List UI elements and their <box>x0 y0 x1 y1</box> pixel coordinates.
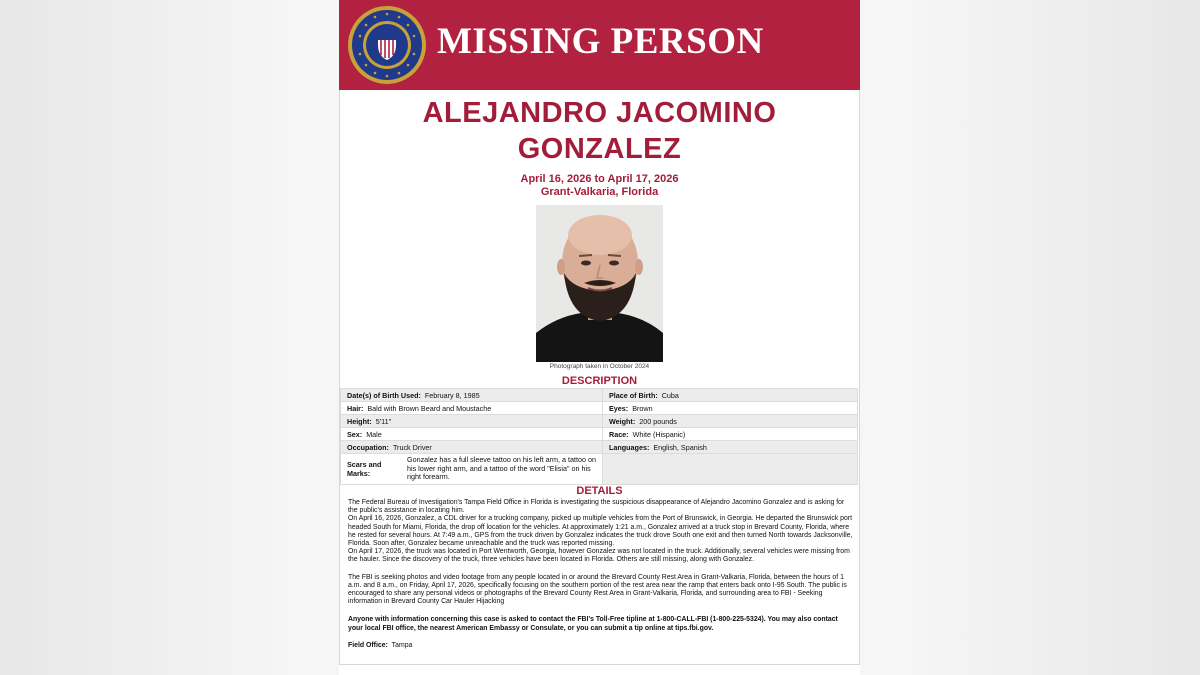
race-cell <box>603 428 858 441</box>
scars-label: Scars and Marks: <box>347 459 382 478</box>
dob-cell <box>341 389 603 402</box>
scars-cell <box>341 454 603 485</box>
race-label: Race: <box>609 429 629 439</box>
birthplace-cell <box>603 389 858 402</box>
height-cell <box>341 415 603 428</box>
subject-name-line2: GONZALEZ <box>517 133 682 165</box>
table-row <box>341 389 858 402</box>
subject-name-line1: ALEJANDRO JACOMINO <box>422 97 777 129</box>
photo-caption: Photograph taken in October 2024 <box>549 363 650 370</box>
contact-info: Anyone with information concerning this case is asked to contact the FBI's Toll-Free tipline at 1-800-CALL-FBI (1-800-225-5324). You may also contact your local FBI office, the nearest American Embassy or Consulate, or you can submit a tip online at tips.fbi.gov. <box>348 616 838 632</box>
dob-value: February 8, 1985 <box>424 390 480 400</box>
missing-location: Grant-Valkaria, Florida <box>540 186 659 198</box>
languages-cell <box>603 441 858 454</box>
eyes-label: Eyes: <box>609 403 629 413</box>
birthplace-value: Cuba <box>661 390 679 400</box>
details-paragraph: On April 16, 2026, Gonzalez, a CDL driver for a trucking company, picked up multiple vehicles from the Port of Brunswick, in Georgia. He departed the Brunswick port headed South for Miami, Florida, the drop off location for the vehicles. At approximately 1:21 a.m., Gonzalez arrived at a truck stop in Brevard County, Florida, where he rested for several hours. At 7:49 a.m., GPS from the truck driven by Gonzalez indicates the truck drove South one exit and then turned North towards Jacksonville, Florida. Soon after, Gonzalez became unreachable and the truck was reported missing. <box>348 515 853 548</box>
description-heading: DESCRIPTION <box>561 375 638 387</box>
field-office <box>348 642 853 650</box>
field-office-value: Tampa <box>391 641 413 649</box>
race-value: White (Hispanic) <box>632 429 686 439</box>
subject-photo-image <box>536 205 663 362</box>
weight-value: 200 pounds <box>639 416 677 426</box>
scars-value: Gonzalez has a full sleeve tattoo on his left arm, a tattoo on his lower right arm, and a tattoo of the word "Elisia" on his right forearm. <box>407 455 596 481</box>
missing-dates <box>339 173 860 199</box>
sex-label: Sex: <box>347 429 363 439</box>
description-table <box>340 388 858 485</box>
scars-label-cell <box>347 456 403 482</box>
fbi-seal-icon <box>347 5 427 85</box>
languages-value: English, Spanish <box>653 442 707 452</box>
dob-label: Date(s) of Birth Used: <box>347 390 421 400</box>
eyes-cell <box>603 402 858 415</box>
details-paragraph: The Federal Bureau of Investigation's Tampa Field Office in Florida is investigating the suspicious disappearance of Alejandro Jacomino Gonzalez and is asking for the public's assistance in locating him. <box>348 499 845 515</box>
subject-name <box>339 95 860 167</box>
occupation-label: Occupation: <box>347 442 389 452</box>
missing-person-poster <box>339 0 860 675</box>
sex-cell <box>341 428 603 441</box>
birthplace-label: Place of Birth: <box>609 390 658 400</box>
hair-cell <box>341 402 603 415</box>
table-row <box>341 428 858 441</box>
subject-photo <box>536 205 663 362</box>
table-row <box>341 402 858 415</box>
hair-value: Bald with Brown Beard and Moustache <box>367 403 492 413</box>
hair-label: Hair: <box>347 403 364 413</box>
table-row <box>341 454 858 485</box>
details-body <box>348 499 853 650</box>
details-paragraph: On April 17, 2026, the truck was located in Port Wentworth, Georgia, however Gonzalez was not located in the truck. Additionally, several vehicles were missing from the hauler. Since the discovery of the truck, three vehicles have been located in Florida. Others are still missing, along with Gonzalez. <box>348 548 850 564</box>
details-heading: DETAILS <box>576 485 623 497</box>
scars-layout <box>347 456 596 482</box>
sex-value: Male <box>366 429 382 439</box>
date-range: April 16, 2026 to April 17, 2026 <box>520 173 679 185</box>
height-label: Height: <box>347 416 372 426</box>
table-row <box>341 415 858 428</box>
table-row <box>341 441 858 454</box>
poster-banner <box>339 0 860 90</box>
empty-cell <box>603 454 858 485</box>
scars-row <box>347 456 596 482</box>
height-value: 5'11" <box>375 416 392 426</box>
details-paragraph: The FBI is seeking photos and video footage from any people located in or around the Brevard County Rest Area in Grant-Valkaria, Florida, between the hours of 1 a.m. and 8 a.m., on Friday, April 17, 2026, specifically focusing on the southern portion of the rest area near the ramp that enters back onto I-95 South. The public is encouraged to share any personal videos or photographs of the Brevard County Rest Area in Grant-Valkaria, Florida, and surrounding area to FBI - Seeking information in Brevard County Car Hauler Hijacking <box>348 573 847 606</box>
poster-title: MISSING PERSON <box>437 21 764 62</box>
weight-cell <box>603 415 858 428</box>
languages-label: Languages: <box>609 442 650 452</box>
occupation-value: Truck Driver <box>392 442 432 452</box>
weight-label: Weight: <box>609 416 636 426</box>
field-office-label: Field Office: <box>348 641 388 649</box>
occupation-cell <box>341 441 603 454</box>
eyes-value: Brown <box>632 403 653 413</box>
